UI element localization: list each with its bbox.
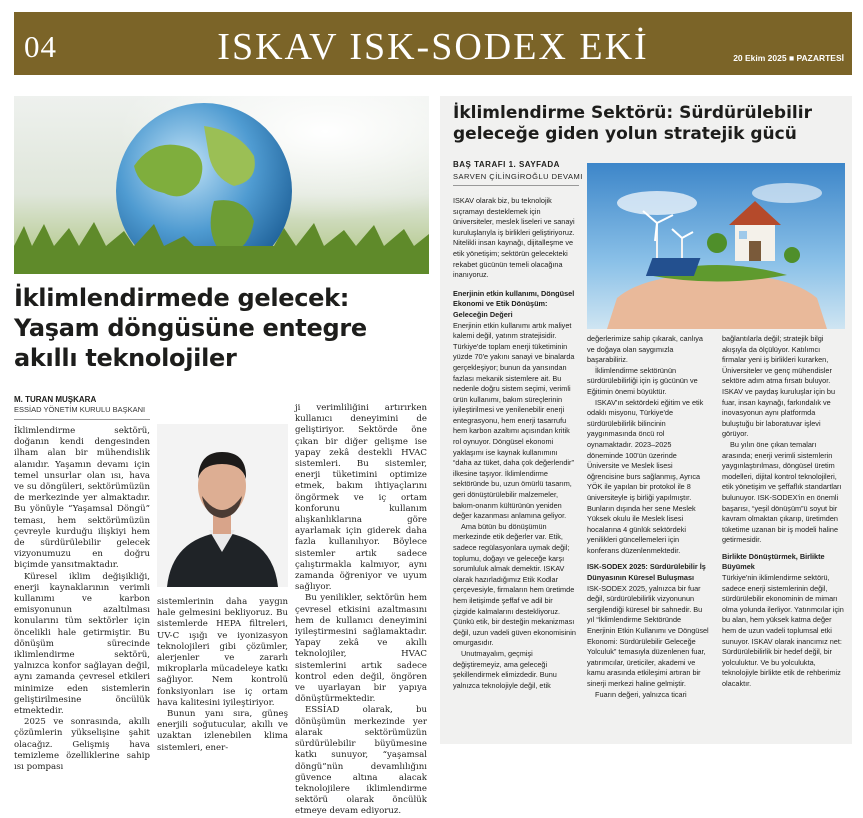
paragraph: Unutmayalım, geçmişi değiştiremeyiz, ama geleceği şekillendirmek elimizdedir. Bunu yalnızca teknolojiyle değil, etik [453,648,557,690]
paragraph: Ama bütün bu dönüşümün merkezinde etik değerler var. Etik, sadece regülasyonlara uymak değil; toplumu, doğayı ve geleceğe karşı sorumluluk almak demektir. ISKAV olarak hazırladığımız Etik Kodlar çerçevesiyle, firmaların hem üretimde hem iletişimde şeffaf ve adil bir çizgide kalmalarını destekliyoruz. Çünkü etik, bir desteğin mekanizması değil, uzun vadeli güven ekonomisinin omurgasıdır. [453,521,576,648]
right-headline: İklimlendirme Sektörü: Sürdürülebilir geleceğe giden yolun stratejik gücü [453,103,812,144]
paragraph: Küresel iklim değişikliği, enerji kaynaklarının verimli kullanımı ve karbon emisyonunun azaltılması konularını tüm sektörler için öncelikli hale getirmiştir. Bu dönüşüm sürecinde iklimlendirme sektörü, yalnızca konfor sağlayan değil, aynı zamanda çevresel etkileri minimize eden sistemlerin geliştirilmesine öncülük etmektedir. [14,571,150,717]
paragraph: Fuarın değeri, yalnızca ticari [595,689,687,699]
right-column-1 [453,196,577,691]
paragraph: ji verimliliğini artırırken kullanıcı deneyimini de geliştiriyor. Sektörde öne çıkan bir diğer gelişme ise yapay zekâ destekli HVAC sistemleri. Bu sistemler, enerji tüketimini optimize etmek, bakım ihtiyaçlarını öngörmek ve iç ortam konforunu kullanım alışkanlıklarına göre ayarlamak için giderek daha fazla kullanılıyor. Böylece sistemler artık sadece çalıştırmakla kalmıyor, aynı zamanda öğreniyor ve uyum sağlıyor. [295,403,427,593]
subheading: Birlikte Dönüştürmek, Birlikte Büyümek [722,551,825,572]
supplement-title: ISKAV ISK-SODEX EKİ [217,26,649,68]
subheading: ISK-SODEX 2025: Sürdürülebilir İş Dünyasının Küresel Buluşması [587,562,706,583]
paragraph: bağlantılarla değil; stratejik bilgi akışıyla da ölçülüyor. Katılımcı firmalar yeni iş birlikleri kurarken, Üniversiteler ve genç mühendisler sektöre adım atma fırsatı buluyor. ISKAV ve paydaş kuruluşlar için bu fuar, insan kaynağı, farkındalık ve inovasyonun aynı platformda buluştuğu bir laboratuvar işlevi görüyor. [722,334,836,439]
page-number: 04 [24,29,57,64]
issue-date: 20 Ekim 2025 ■ PAZARTESİ [733,53,844,63]
paragraph: ESSİAD olarak, bu dönüşümün merkezinde yer alarak sektörümüzün sürdürülebilir büyümesine katkı sunuyor, “yaşamsal döngü”nün devamlılığını güvence altına alacak teknolojilere iklimlendirme sektörü olarak öncülük etmeye devam ediyoruz. [295,705,427,817]
paragraph: Bu yılın öne çıkan temaları arasında; enerji verimli sistemlerin yaygınlaştırılması, döngüsel üretim modelleri, dijital kontrol teknolojileri, etik yönetişim ve şeffaflık standartları bulunuyor. ISK-SODEX'in en önemli başarısı, “yeşil dönüşüm”ü soyut bir kavram olmaktan çıkarıp, üretimden tüketime uzanan bir iş modeli haline getirmesidir. [722,439,842,545]
portrait-photo [157,424,288,587]
paragraph: ISKAV olarak biz, bu teknolojik sıçramayı desteklemek için üniversiteler, meslek liseleri ve sanayi kuruluşlarıyla iş birlikleri geliştiriyoruz. Nitelikli insan kaynağı, dijitalleşme ve etik yönetişim; sektörün gelecekteki rekabet gücünün temeli olacağına inanıyoruz. [453,196,575,280]
paragraph: ISK-SODEX 2025, yalnızca bir fuar değil, sürdürülebilirlik vizyonunun sergilendiği küresel bir sahnedir. Bu yıl “İklimlendirme Sektöründe Enerjinin Etkin Kullanımı ve Döngüsel Ekonomi: Sürdürülebilir Geleceğe Yolculuk” temasıyla düzenlenen fuar, yatırımcılar, üreticiler, akademi ve kamu arasında etkileşimi artıran bir sinerji merkezi haline gelmiştir. [587,583,709,688]
globe-grass-photo [14,96,429,274]
divider [453,185,579,186]
left-author-role: ESSİAD YÖNETİM KURULU BAŞKANI [14,405,146,414]
left-column-3 [295,403,427,818]
left-column-2 [157,597,288,754]
page-header [14,12,852,75]
paragraph: İklimlendirme sektörünün sürdürülebilirliği için iş gücünün ve Eğitimin önemi büyüktür. [587,365,698,396]
subheading: Enerjinin etkin kullanımı, Döngüsel Ekonomi ve Etik Dönüşüm: Geleceğin Değeri [453,288,575,319]
paragraph: ISKAV'ın sektördeki eğitim ve etik odaklı misyonu, Türkiye'de sürdürülebilirlik bilincinin yaygınmasında öncü rol oynamaktadır. 2023–2025 döneminde 100'ün üzerinde Üniversite ve Meslek lisesi öğrencisine burs sağlanmış, Ayrıca YÖK ile yapılan bir protokol ile 8 üniversiteyle iş birliği yapılmıştır. Bunların dışında her sene Meslek Yüksek okulu ile Meslek lisesi hocalarına 4 günlük sektördeki yenilikleri güncellemeleri için konferans düzenlenmektedir. [587,397,704,555]
paragraph: İklimlendirme sektörü, doğanın kendi dengesinden ilham alan bir mühendislik alanıdır. Yaşamın devamı için temel unsurlar olan ısı, hava ve su döngüleri, sektörümüzün de merkezinde yer almaktadır. Bu yönüyle “Yaşamsal Döngü” teması, hem sektörümüzün çevreyle kurduğu ilişkiyi hem de sürdürülebilir gelecek vizyonumuzu en doğru biçimde yansıtmaktadır. [14,426,150,571]
continued-author: SARVEN ÇİLİNGİROĞLU DEVAMI [453,172,583,181]
paragraph: 2025 ve sonrasında, akıllı çözümlerin yükselişine şahit olacağız. Gelişmiş hava temizleme özelliklerine sahip ısı pompası [14,717,150,773]
paragraph: Türkiye'nin iklimlendirme sektörü, sadece enerji sistemlerinin değil, sürdürülebilir ekonominin de mimarı olma yolunda ilerliyor. Yatırımcılar için bu alan, hem yüksek katma değer hem de uzun vadeli toplumsal etki sunuyor. ISKAV olarak inancımız net: Sürdürülebilirlik bir hedef değil, bir yolculuktur. Ve bu yolculukta, teknolojiyle birlikte etik de rehberimiz olacaktır. [722,573,844,688]
divider [14,419,150,420]
right-column-3 [722,334,846,690]
left-headline: İklimlendirmede gelecek: Yaşam döngüsüne entegre akıllı teknolojiler [14,284,367,372]
left-column-1 [14,426,150,773]
paragraph: Bu yenilikler, sektörün hem çevresel etkisini azaltmasını hem de kullanıcı deneyimini iyileştirmesini sağlamaktadır. Yapay zekâ ve akıllı teknolojiler, HVAC sistemlerini artık sadece kontrol eden değil, öngören ve uyarlayan bir yapıya dönüştürmektedir. [295,593,427,705]
paragraph: değerlerimize sahip çıkarak, canlıya ve doğaya olan saygımızla başarabiliriz. [587,334,703,365]
paragraph: Bunun yanı sıra, güneş enerjili soğutucular, akıllı ve uzaktan izlenebilen klima sistemleri, ener- [157,709,288,753]
paragraph: Enerjinin etkin kullanımı artık maliyet kalemi değil, yatırım stratejisidir. Türkiye'de toplam enerji tüketiminin yüzde 70'e yakını sanayi ve binalarda gerçekleşiyor; bunun da yarısından fazlası mekanik sistemlere ait. Bu nedenle doğru sistem seçimi, verimli ürün kullanımı, bakım süreçlerinin iyileştirilmesi ve yenilenebilir enerji entegrasyonu, hem enerji tasarrufu hem karbon azaltımı açısından kritik rol oynuyor. Döngüsel ekonomi yaklaşımı ise kaynak kullanımını “daha az tüket, daha çok değerlendir” ilkesine taşıyor. İklimlendirme sektöründe bu, uzun ömürlü tasarım, geri dönüştürülebilir malzemeler, bakım-onarım kültürünün yeniden değer kazanması anlamına geliyor. [453,320,575,521]
paragraph: sistemlerinin daha yaygın hale gelmesini bekliyoruz. Bu sistemlerde HEPA filtreleri, UV-C ışığı ve iyonizasyon teknolojileri gibi çözümler, alerjenler ve zararlı mikroplarla mücadeleye katkı sağlıyor. Nem kontrolü fonksiyonları ise iç ortam hava kalitesini iyileştiriyor. [157,597,288,708]
continued-kicker: BAŞ TARAFI 1. SAYFADA [453,160,560,169]
hands-house-photo [587,163,845,329]
right-column-2 [587,334,709,700]
left-author-name: M. TURAN MUŞKARA [14,395,97,404]
